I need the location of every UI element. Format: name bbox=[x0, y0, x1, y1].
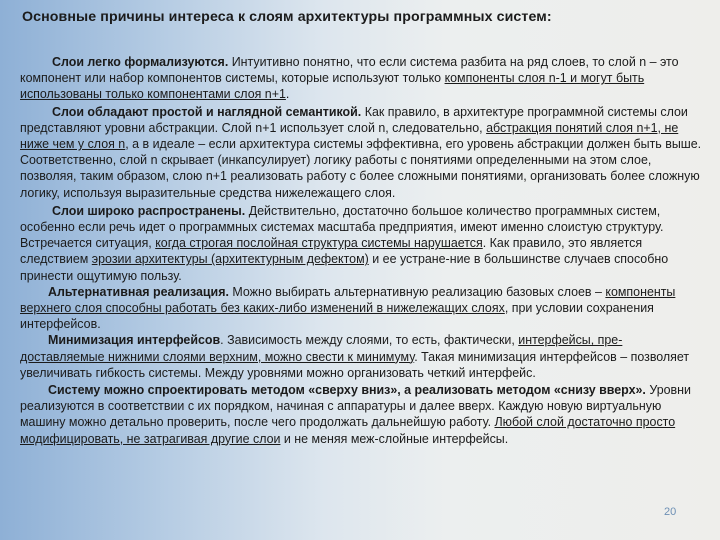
page-number: 20 bbox=[664, 506, 677, 518]
paragraph-text: Как правило, в архитектуре программной системы слои представляют уровни абстракции. Слой n+1 использует слой n, следовательно, bbox=[20, 104, 688, 135]
paragraph-lead: Слои легко формализуются. bbox=[52, 55, 229, 69]
paragraph-layers-semantics bbox=[20, 104, 704, 201]
paragraph-text: . Такая минимизация интерфейсов – позволяет увеличивать гибкость системы. Между уровнями можно организовать четкий интерфейс. bbox=[20, 349, 690, 380]
paragraph-lead: Слои широко распространены. bbox=[52, 203, 246, 218]
paragraph-text: Действительно, достаточно большое количество программных систем, особенно если речь идет о программных системах масштаба предприятия, имеют именно слоистую структуру. Встречается ситуация, bbox=[20, 203, 664, 251]
paragraph-top-down-design bbox=[20, 382, 704, 447]
paragraph-lead: Слои обладают простой и наглядной семантикой. bbox=[52, 104, 362, 119]
paragraph-interface-minimization bbox=[20, 332, 704, 381]
paragraph-text: , при условии сохранения интерфейсов. bbox=[20, 301, 654, 332]
paragraph-text: Уровни реализуются в соответствии с их порядком, начиная с аппаратуры и далее вверх. Каждую новую виртуальную машину можно детально проверить, после чего продолжать дальнейшую работу. bbox=[20, 383, 691, 430]
paragraph-text: и не меняя меж-слойные интерфейсы. bbox=[280, 431, 509, 446]
paragraph-lead: Минимизация интерфейсов bbox=[48, 333, 221, 348]
underlined-text: когда строгая послойная структура системы нарушается bbox=[155, 236, 483, 251]
paragraph-text: Можно выбирать альтернативную реализацию базовых слоев – bbox=[228, 284, 606, 299]
underlined-text: абстракция понятий слоя n+1, не ниже чем у слоя n bbox=[20, 120, 679, 152]
underlined-text: Любой слой достаточно просто модифицировать, не затрагивая другие слои bbox=[20, 415, 676, 446]
paragraph-text: . Зависимость между слоями, то есть, фактически, bbox=[220, 333, 519, 348]
underlined-text: компоненты верхнего слоя способны работать без каких-либо изменений в нижележащих слоях bbox=[20, 284, 676, 316]
paragraph-text: и ее устране-ние в большинстве случаев способно принести ощутимую пользу. bbox=[20, 252, 669, 283]
paragraph-layers-widespread bbox=[20, 203, 704, 284]
paragraph-lead: Альтернативная реализация. bbox=[48, 284, 229, 299]
slide-body bbox=[20, 54, 704, 447]
paragraph-text: . bbox=[285, 87, 290, 102]
paragraph-text: Интуитивно понятно, что если система разбита на ряд слоев, то слой n – это компонент или набор компонентов системы, которые используют только bbox=[20, 55, 679, 86]
underlined-text: интерфейсы, пре-доставляемые нижними слоями верхним, можно свести к минимуму bbox=[20, 333, 623, 364]
paragraph-text: . Как правило, это является следствием bbox=[20, 236, 643, 267]
underlined-text: эрозии архитектуры (архитектурным дефектом) bbox=[91, 252, 369, 267]
paragraph-layers-formalized bbox=[20, 54, 704, 103]
paragraph-lead: Систему можно спроектировать методом «сверху вниз», а реализовать методом «снизу вверх». bbox=[48, 383, 646, 398]
paragraph-alternative-implementation bbox=[20, 284, 704, 333]
underlined-text: компоненты слоя n-1 и могут быть использованы только компонентами слоя n+1 bbox=[20, 71, 645, 102]
paragraph-text: , а в идеале – если архитектура системы эффективна, его уровень абстракции должен быть выше. Соответственно, слой n скрывает (инкапсулирует) логику работы с понятиями определенными на этом слое, позволяя, таким образом, слою n+1 реализовать работу с более сложными понятиями, организовать более сложную логику, используя выразительные средства нижележащего слоя. bbox=[20, 137, 702, 200]
slide-title: Основные причины интереса к слоям архитектуры программных систем: bbox=[22, 9, 552, 25]
